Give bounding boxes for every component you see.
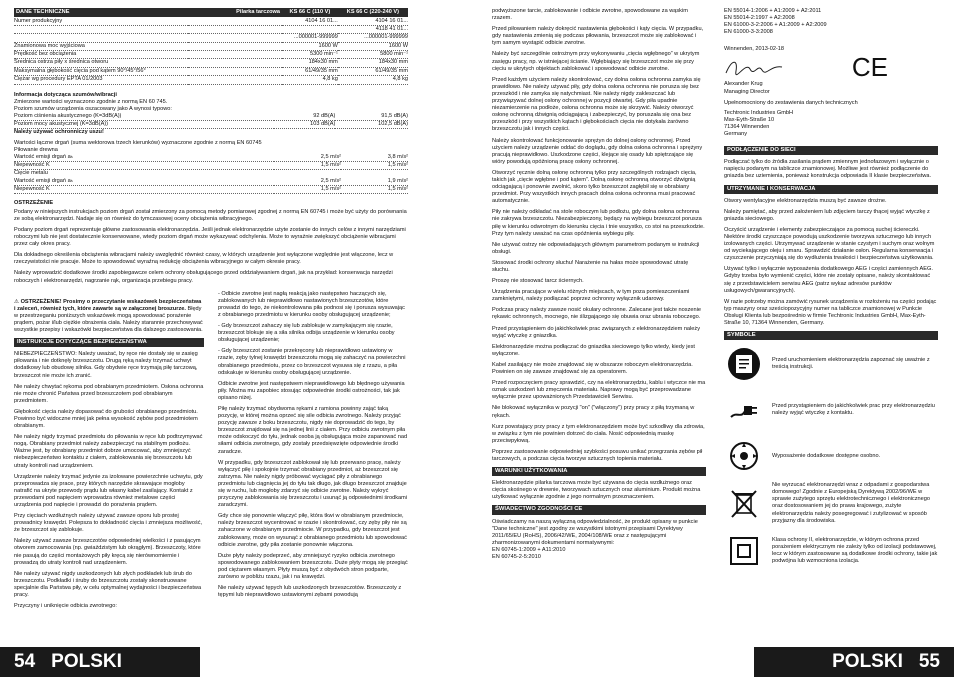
safety-paragraph: Przed każdym użyciem należy skontrolować, czy dolna osłona ochronna zamyka się prawidłowo. Nie należy używać piły, gdy dolna osłona ochronna nie porusza się bez przeszkód i nie zamyka się natychmiast. Nie należy nigdy zakleszczać lub przywiązywać dolnej osłony ochronnej w pozycji otwartej. Gdy piła upadnie niezamierzenie na podłoże, osłona ochronna może się skrzywić. Należy otworzyć osłonę ochronną dźwignią odciągającą i zabezpieczyć, by poruszała się ona bez przeszkód i przy wszystkich kątach i głębokościach cięcia nie dotykała żarówno brzeszczotu jak i innych części. <box>492 76 701 133</box>
vibration-wood-label: Piłowanie drewna <box>14 147 58 154</box>
address-line: Techtronic Industries GmbH <box>724 109 794 116</box>
page-lang-left: POLSKI <box>51 651 122 672</box>
tech-data-model-110: KS 66 C (110 V) <box>282 8 338 17</box>
norm-line: EN 61000-3-2:2006 + A1:2009 + A2:2009 <box>724 22 827 29</box>
symbol-row <box>724 436 938 476</box>
warning-para-4: Należy wprowadzić dodatkowe środki zapobiegawcze celem ochrony obsługującego przed oddziaływaniem drgań, jak na przykład: konserwacja narzędzi roboczych i elektronarzędzi, nagrzanie rąk, organizacja przebiegu pracy. <box>14 270 393 284</box>
conformity-header: ŚWIADECTWO ZGODNOŚCI CE <box>492 505 706 514</box>
safety-paragraph: Urządzenia pracujące w wielu różnych miejscach, w tym poza pomieszczeniami zamkniętymi, należy podłączać poprzez ochronny wyłącznik udarowy. <box>492 289 690 303</box>
symbol-row <box>724 344 938 384</box>
symbol-row <box>724 390 938 430</box>
tech-data-value-230: 5800 min⁻¹ <box>338 50 408 58</box>
maintenance-header: UTRZYMANIE I KONSERWACJA <box>724 185 938 194</box>
tech-data-title: DANE TECHNICZNE <box>14 8 188 17</box>
symbol-text: Przed przystąpieniem do jakichkolwiek prac przy elektronarzędziu należy wyjąć wtyczkę z kontaktu. <box>772 403 935 417</box>
use-text: Elektronarzędzie pilarka tarczowa może być używana do cięcia wzdłużnego oraz cięcia skośnego w drewnie, tworzywach sztucznych oraz aluminium. Produkt można użytkować wyłącznie zgodnie z jego normalnym przeznaczeniem. <box>492 480 701 501</box>
page-number-right: 55 <box>918 651 940 672</box>
power-header: PODŁĄCZENIE DO SIECI <box>724 146 938 155</box>
place-date: Winnenden, 2013-02-18 <box>724 46 785 53</box>
noise-value-110: 92 dB(A) <box>274 113 335 121</box>
tech-data-label: Maksymalna głębokość cięcia pod kątem 90°/45°/56° <box>14 67 282 75</box>
warning-para-3: Dla dokładnego określenia obciążenia wibracjami należy uwzględnić również czasy, w których urządzenie jest wyłączone względnie jest włączone, lecz w rzeczywistości nie pracuje. Może to spowodować wyraźną redukcję obciążenia wibracyjnego w całym okresie pracy. <box>14 252 394 266</box>
tech-data-row <box>14 50 408 58</box>
warning-title: OSTRZEŻENIE <box>14 199 54 206</box>
left-page-footer <box>0 647 200 677</box>
safety-paragraph: Przyczyny i uniknięcie odbicia zwrotnego: <box>14 603 117 610</box>
vibration-wood-value-110: 2,5 m/s² <box>274 154 341 162</box>
left-subcol-1 <box>14 291 204 615</box>
tech-data-row <box>14 76 408 84</box>
noise-value-230: 91,5 dB(A) <box>335 113 408 121</box>
safety-paragraph: podwyższone tarcie, zablokowanie i odbicie zwrotne, spowodowane za wąskim rzazem. <box>492 8 688 22</box>
safety-paragraph: Nie należy używać tępych lub uszkodzonych brzeszczotów. Brzeszczoty z tępymi lub nieprawidłowo ustawionymi zębami powodują <box>218 585 402 599</box>
noise-row <box>14 120 408 128</box>
tech-data-value-110: 4,8 kg <box>282 76 338 84</box>
tech-data-label: Prędkość bez obciążenia <box>14 50 282 58</box>
noise-label: Poziom ciśnienia akustycznego (K=3dB(A)) <box>14 113 274 121</box>
vibration-wood-value-110: 1,5 m/s² <box>274 162 341 170</box>
maintenance-paragraph: Oczyścić urządzenie i elementy zabezpieczające za pomocą suchej ściereczki. Niektóre środki czyszczące powodują uszkodzenie tworzywa sztucznego lub innych izolowanych części. Utrzymywać urządzenie w stanie czystym i suchym oraz wolnym od wyciekającego oleju i smaru. Sprawdzić działanie osłon. Regularna konserwacja i czyszczenie przyczyniają się do wydłużenia trwałości i bezpieczeństwa użytkowania. <box>724 226 935 262</box>
safety-paragraph: - Gdy brzeszczot zahaczy się lub zablokuje w zamykającym się rzazie, brzeszczot blokuje się a siła silnika odbija urządzenie w kierunku osoby obsługującej urządzenie; <box>218 323 395 344</box>
address-line: Germany <box>724 131 748 138</box>
accessory-icon <box>724 436 764 476</box>
symbol-text: Nie wyrzucać elektronarzędzi wraz z odpadami z gospodarstwa domowego! Zgodnie z Europejską Dyrektywą 2002/96/WE w sprawie zużytego sprzętu elektrotechnicznego i elektronicznego oraz dostosowaniem jej do prawa krajowego, zużyte elektronarzędzia należy posegregować i zutylizować w sposób przyjazny dla środowiska. <box>772 482 930 524</box>
address-line: Max-Eyth-Straße 10 <box>724 116 775 123</box>
use-header: WARUNKI UŻYTKOWANIA <box>492 467 706 476</box>
safety-paragraph: - Odbicie zwrotne jest nagłą reakcją jako następstwo haczących się, zablokowanych lub nieprawidłowo nastawionych brzeszczotów, które prowadzi do tego, że niekontrolowana piła podnosi się i porusza wysuwając z obrabianego przedmiotu w kierunku osoby obsługującej urządzenie; <box>218 290 405 318</box>
conformity-norm: EN 60745-2-5:2010 <box>492 554 541 560</box>
safety-paragraph: Głębokość cięcia należy dopasować do grubości obrabianego przedmiotu. Powinno być widoczne mniej jak pełna wysokość zębów pod przedmiotem obrabianym. <box>14 408 198 430</box>
signature-image <box>724 57 784 77</box>
tech-data-label <box>14 25 282 33</box>
safety-header: INSTRUKCJE DOTYCZĄCE BEZPIECZEŃSTWA <box>14 338 204 347</box>
noise-value-110: 103 dB(A) <box>274 120 335 128</box>
safety-paragraph: Urządzenie należy trzymać jedynie za izolowane powierzchnie uchwytu, gdy przeprowadza się prace, przy których narzędzie skrawające mogłoby natrafić na ukryte przewody prądu lub własny kabel zasilający. Kontakt z przewodami pod napięciem wprowadza również metalowe części urządzenia pod napięcie i prowadzi do porażenia prądem. <box>14 473 203 509</box>
vibration-wood-row <box>14 154 408 162</box>
vibration-metal-label: Niepewność K <box>14 185 274 193</box>
page-lang-right: POLSKI <box>832 651 903 672</box>
safety-paragraph: Przed rozpoczęciem pracy sprawdzić, czy na elektronarzędziu, kablu i wtyczce nie ma oznak uszkodzeń lub zmęczenia materiału. Naprawy mogą być przeprowadzane wyłącznie przez upoważnionych Przedstawicieli Serwisu. <box>492 380 706 401</box>
conformity-text: Oświadczamy na naszą wyłączną odpowiedzialność, że produkt opisany w punkcie "Dane techniczne" jest zgodny ze wszystkimi istotnymi przepisami Dyrektywy 2011/65/EU (RoHS), 2006/42/WE, 2004/108/WE oraz z następującymi zharmonizowanymi dokumentami normatywnymi: <box>492 518 698 546</box>
tech-data-value-110: 184x30 mm <box>282 59 338 67</box>
warning-triangle-icon: ⚠ <box>14 298 20 305</box>
safety-paragraph: Odbicie zwrotne jest następstwem nieprawidłowego lub błędnego używania piły. Można mu zapobiec stosując odpowiednie środki ostrożności, tak jak opisano niżej. <box>218 380 405 401</box>
warning-para-1: Podany w niniejszych instrukcjach poziom drgań został zmierzony za pomocą metody pomiarowej zgodnej z normą EN 60745 i może być użyty do porównania ze sobą elektronarzędzi. Nadaje się on również do tymczasowej oceny obciążenia wibracyjnego. <box>14 208 407 222</box>
safety-paragraph: Kabel zasilający nie może znajdować się w obszarze roboczym elektronarzędzia. Powinien on się zawsze znajdować się za operatorem. <box>492 361 693 376</box>
safety-paragraph: Elektronarzędzie można podłączać do gniazdka sieciowego tylko wtedy, kiedy jest wyłączone. <box>492 343 695 357</box>
norm-line: EN 61000-3-3:2008 <box>724 29 773 36</box>
safety-paragraph: Przed piłowaniem należy dokręcić nastawienia głębokości i kąty cięcia. W przypadku, gdy nastawienia zmienią się podczas piłowania, brzeszczot może się zablokować i tym samym wystąpić odbicie zwrotne. <box>492 26 704 47</box>
symbol-row <box>724 531 938 571</box>
noise-table <box>14 113 408 129</box>
symbol-text: Wyposażenie dodatkowe dostępne osobno. <box>772 452 881 459</box>
safety-paragraph: Należy być szczególnie ostrożnym przy wykonywaniu „cięcia wgłębnego” w ukrytym zasięgu pracy, np. w istniejącej ścianie. Wgłębiający się brzeszczot może się przy cięciu w ukrytych objektach zablokować i spowodować odbicie zwrotne. <box>492 51 700 72</box>
safety-warning-bold: OSTRZEŻENIE! Prosimy o przeczytanie wskazówek bezpieczeństwa i zaleceń, również tych, które zawarte są w załączonej broszurze. <box>14 298 202 312</box>
tech-data-product: Pilarka tarczowa <box>188 8 282 17</box>
safety-paragraph: Piły nie należy odkładać na stole roboczym lub podłożu, gdy dolna osłona ochronna nie zakrywa brzeszczotu. Niezabezpieczony, będący na wybiegu brzeszczot porusza piłę w kierunku odwrotnym do kierunku cięcia i tnie wszystko, co stoi na przeszkodzie. Przy tym należy uważać na czas opóźnienia wybiegu piły. <box>492 209 705 237</box>
safety-paragraph: Podczas pracy należy zawsze nosić okulary ochronne. Zalecane jest także noszenie rękawic ochronnych, mocnego, nie ślizgającego się obuwia oraz ubrania roboczego. <box>492 307 701 321</box>
tech-data-row <box>14 34 408 42</box>
tech-data-row <box>14 17 408 25</box>
safety-paragraph: Przy cięciach wzdłużnych należy używać zawsze oporu lub prostej prowadnicy krawędzi. Polepsza to dokładność cięcia i zmniejsza możliwość, że brzeszczot się zablokuje. <box>14 513 203 534</box>
right-page-col-1 <box>492 8 706 561</box>
safety-paragraph: Gdy chce się ponownie włączyć piłę, która tkwi w obrabianym przedmiocie, należy brzeszczot wycentrować w rzazie i skontrolować, czy zęby piły nie są zahaczone w obrabianym przedmiocie. W przypadku, gdy brzeszczot jest zablokowany, może on wysunąć z obrabianego przedmiotu lub spowodować odbicie zwrotne, gdy piła zostanie ponownie włączona. <box>218 513 407 548</box>
left-page <box>14 8 408 614</box>
tech-data-value-110: 5300 min⁻¹ <box>282 50 338 58</box>
safety-paragraph: Nie używać ostrzy nie odpowiadających głównym parametrom podanym w instrukcji obsługi. <box>492 241 700 255</box>
safety-paragraph: Należy używać zawsze brzeszczotów odpowiedniej wielkości i z pasującym otworem zamocowania (np. gwiaździstym lub okrągłym). Brzeszczoty, które nie pasują do części montażowych piły kręcą się nierównomiernie i prowadzą do utraty kontroli nad urządzeniem. <box>14 538 201 566</box>
signer-name: Alexander Krug <box>724 81 763 88</box>
vibration-metal-table <box>14 178 408 194</box>
tech-data-row <box>14 67 408 75</box>
safety-paragraph: Poprzez zastosowanie odpowiedniej szybkości posuwu unikać przegrzania zębów pił tarczowych, a podczas cięcia tworzyw sztucznych topienia materiału. <box>492 448 703 462</box>
symbols-header: SYMBOLE <box>724 331 938 340</box>
symbol-text: Przed uruchomieniem elektronarzędzia zapoznać się uważnie z treścią instrukcji. <box>772 357 930 371</box>
tech-data-value-230: ...000001-999999 <box>338 34 408 42</box>
conformity-norm: EN 60745-1:2009 + A11:2010 <box>492 546 566 553</box>
ce-mark-icon: CE <box>851 51 888 82</box>
safety-paragraph: Należy skontrolować funkcjonowanie sprężyn do dolnej osłony ochronnej. Przed użyciem należy urządzenie oddać do doglądu, gdy dolna osłona ochronna i sprężyny pracują nieprawidłowo. Uszkodzone części, klejące się osady lub spiętrzające się wióry powodują opóźnioną pracę osłony ochronnej. <box>492 137 703 165</box>
noise-title: Informacja dotycząca szumów/wibracji <box>14 91 117 98</box>
maintenance-paragraph: Należy pamiętać, aby przed założeniem lub zdjęciem tarczy thącej wyjąć wtyczkę z gniazda sieciowego. <box>724 208 930 222</box>
symbol-text: Klasa ochrony II, elektronarzędzie, w którym ochrona przed porażeniem elektrycznym nie zależy tylko od izolacji podstawowej, lecz w którym zastosowane są dodatkowe środki ochrony, takie jak podwójna lub wzmocniona izolacja. <box>772 536 938 564</box>
maintenance-paragraph: W razie potrzeby można zamówić rysunek urządzenia w rozłożeniu na części podając typ maszyny oraz sześciopozycyjny numer na tabliczce znamionowej w Punkcie Obsługi Klienta lub bezpośrednio w firmie Techtronic Industries GmbH, Max-Eyth-Straße 10, 71364 Winnenden, Germany. <box>724 298 937 326</box>
safety-warning-text: Błędy w przestrzeganiu poniższych wskazówek mogą spowodować porażenie prądem, pożar i/lub ciężkie obrażenia ciała. Należy starannie przechowywać wszystkie przepisy i wskazówki bezpieczeństwa dla dalszego zastosowania. <box>14 305 203 334</box>
vibration-metal-value-230: 1,9 m/s² <box>341 178 408 186</box>
tech-data-value-110 <box>282 25 338 33</box>
tech-data-value-110: ...000001-999999 <box>282 34 338 42</box>
tech-data-label <box>14 34 282 42</box>
safety-paragraph: Stosować środki ochrony słuchu! Narażenie na hałas może spowodować utratę słuchu. <box>492 259 689 273</box>
page-number-left: 54 <box>14 651 36 672</box>
safety-paragraph: Otworzyć ręcznie dolną osłonę ochronną tylko przy szczególnych rodzajach cięcia, takich jak „cięcie wgłębne i pod kątem”. Dolną osłonę ochronną otworzyć dźwignią odciągającą i ponownie zwolnić, skoro tylko brzeszczot zagłębił się w obrabiany przedmiot. Przy wszystkich innych pracach dolna osłona ochronna musi pracować automatycznie. <box>492 169 697 205</box>
power-text: Podłączać tylko do źródła zasilania prądem zmiennym jednofazowym i wyłącznie o napięciu podanym na tabliczce znamionowej. Możliwe jest również podłączenie do gniazda bez uziemienia, ponieważ konstrukcja odpowiada II klasie bezpieczeństwa. <box>724 159 932 180</box>
class-ii-icon <box>724 531 764 571</box>
vibration-wood-value-230: 1,5 m/s² <box>341 162 408 170</box>
vibration-metal-row <box>14 185 408 193</box>
vibration-metal-value-110: 2,5 m/s² <box>274 178 341 186</box>
vibration-wood-label: Niepewność K <box>14 162 274 170</box>
noise-label: Poziom mocy akustycznej (K=3dB(A)) <box>14 120 274 128</box>
signer-title: Managing Director <box>724 88 770 95</box>
tech-data-row <box>14 59 408 67</box>
tech-data-header <box>14 8 408 17</box>
tech-data-value-230: 61/49/35 mm <box>338 67 408 75</box>
noise-value-230: 102,5 dB(A) <box>335 120 408 128</box>
norm-line: EN 55014-1:2006 + A1:2009 + A2:2011 <box>724 8 822 14</box>
tech-data-model-230: KS 66 C (220-240 V) <box>338 8 408 17</box>
safety-paragraph: Piłę należy trzymać obydwoma rękami z ramiona powinny zająć taką pozycję, w której można oprzeć się sile odbicia zwrotnego. Należy przyjąć pozycję zawsze z boku brzeszczotu, nigdy nie doprowadzić do tego, by brzeszczot znajdował się na jednej linii z ciałem. Przy odbiciu zwrotnym piła może odskoczyć do tyłu, jednak osoba ją obsługująca może zapanować nad siłami odbicia zwrotnego, gdy zostały przedsięwzięte odpowiednie środki zaradcze. <box>218 405 408 455</box>
safety-paragraph: Nie należy chwytać rękoma pod obrabianym przedmiotem. Osłona ochronna nie może chronić Państwa przed brzeszczotem pod obrabianym przedmiotem. <box>14 383 204 404</box>
safety-paragraph: NIEBEZPIECZEŃSTWO: Należy uważać, by ręce nie dostały się w zasięg piłowania i nie dotknęły brzeszczotu. Drugą ręką należy trzymać uchwyt dodatkowy lub obudowę silnika. Gdy obydwie ręce trzymają piłę tarczową, brzeszczot nie może ich zranić. <box>14 351 198 379</box>
noise-row <box>14 113 408 121</box>
tech-data-value-230: 184x30 mm <box>338 59 408 67</box>
tech-data-label: Znamionowa moc wyjściowa <box>14 42 282 50</box>
right-page-col-2 <box>724 8 938 577</box>
vibration-wood-table <box>14 154 408 170</box>
norm-line: EN 55014-2:1997 + A2:2008 <box>724 15 795 22</box>
tech-data-row <box>14 42 408 50</box>
tech-data-value-110: 61/49/35 mm <box>282 67 338 75</box>
safety-paragraph: Przed przystąpieniem do jakichkolwiek prac związanych z elektronarzędziem należy wyjąć wtyczkę z gniazdka. <box>492 325 700 339</box>
vibration-wood-row <box>14 162 408 170</box>
safety-paragraph: Duże płyty należy podeprzeć, aby zmniejszyć ryzyko odbicia zwrotnego spowodowanego zablokowaniem brzeszczotu. Duże płyty mogą się przegiąć pod ciężarem własnym. Płyty muszą być z obydwóch stron podparte, zarówno w pobliżu rzazu, jak i na krawędzi. <box>218 552 408 581</box>
tech-data-value-230: 4104 16 01... <box>338 17 408 25</box>
safety-paragraph: W przypadku, gdy brzeszczot zablokował się lub przerwano pracę, należy wyłączyć piłę i spokojnie trzymać obrabiany przedmiot, aż brzeszczot się zatrzyma. Nie należy nigdy próbować wyciągać piły z obrabianego przedmiotu lub ciągnięcia jej do tyłu tak długo, jak długo brzeszczot znajduje się w ruchu, lub mogłoby zdarzyć się odbicie zwrotne. Należy wykryć przyczynę zablokowania się brzeszczotu i usunąć ją odpowiednimi środkami zaradczymi. <box>218 459 408 509</box>
maintenance-paragraph: Otwory wentylacyjne elektronarzędzia muszą być zawsze drożne. <box>724 197 887 204</box>
unplug-icon <box>724 390 764 430</box>
authorized-text: Upełnomocniony do zestawienia danych technicznych <box>724 99 858 106</box>
tech-data-table <box>14 8 408 85</box>
symbol-row <box>724 482 938 525</box>
vibration-metal-value-230: 1,5 m/s² <box>341 185 408 193</box>
vibration-metal-row <box>14 178 408 186</box>
tech-data-row <box>14 25 408 33</box>
safety-paragraph: Kurz powstający przy pracy z tym elektronarzędziem może być szkodliwy dla zdrowia, w związku z tym nie powinien dotrzeć do ciała. Nosić odpowiednią maskę przeciwpyłową. <box>492 423 705 444</box>
vibration-wood-label: Wartość emisji drgań aₕ <box>14 154 274 162</box>
tech-data-label: Średnica ostrza piły x średnica otworu <box>14 59 282 67</box>
safety-paragraph: Nie blokować wyłącznika w pozycji "on" ("włączony") przy pracy z piłą trzymaną w rękach. <box>492 405 695 419</box>
maintenance-paragraph: Używać tylko i wyłącznie wyposażenia dodatkowego AEG i części zamiennych AEG. Gdyby trzeba było wymienić części, które nie zostały opisane, należy skontaktować się z przedstawicielem serwisu AEG (patrz wykaz adresów punktów usługowych/gwarancyjnych). <box>724 266 933 294</box>
tech-data-label: Numer produkcyjny <box>14 17 282 25</box>
safety-paragraph: - Gdy brzeszczot zostanie przekręcony lub nieprawidłowo ustawiony w rzazie, zęby tylnej krawędzi brzeszczotu mogą się zahaczyć na powierzchni obrabianego przedmiotu, przez co brzeszczot wysuwa się z rzazu, a piła odskakuje w kierunku osoby obsługującej urządzenie. <box>218 348 406 376</box>
warning-para-2: Podany poziom drgań reprezentuje główne zastosowania elektronarzędzia. Jeśli jednak elektronarzędzie użyte zostanie do innych celów z innymi narzędziami roboczymi lub nie jest dostatecznie konserwowane, wtedy poziom drgań może wykazywać odchylenia. Może to wyraźnie zwiększyć obciążenie wibracjami przez cały okres pracy. <box>14 227 406 248</box>
vibration-metal-value-110: 1,5 m/s² <box>274 185 341 193</box>
noise-warning: Należy używać ochronniczy uszu! <box>14 128 104 135</box>
safety-paragraph: Nie należy używać nigdy uszkodzonych lub złych podkładek lub śrub do brzeszczotu. Podkładki i śruby do brzeszczotu zostały skonstruowane specjalnie dla Państwa piły, w celu optymalnej wydajności i bezpieczeństwa pracy. <box>14 570 202 599</box>
vibration-intro: Wartości łączne drgań (suma wektorowa trzech kierunków) wyznaczone zgodnie z normą EN 60745 <box>14 140 262 147</box>
safety-paragraph: Proszę nie stosować tarcz ściernych. <box>492 278 584 285</box>
noise-intro: Zmierzone wartości wyznaczono zgodnie z normą EN 60 745. Poziom szumów urządzenia oszacowany jako A wynosi typowo: <box>14 98 172 112</box>
vibration-metal-label: Wartość emisji drgań aₕ <box>14 178 274 186</box>
weee-bin-icon <box>724 483 764 523</box>
tech-data-value-230: 1600 W <box>338 42 408 50</box>
read-manual-icon <box>724 344 764 384</box>
tech-data-label: Ciężar wg procedury EPTA 01/2003 <box>14 76 282 84</box>
left-subcol-2 <box>218 291 408 615</box>
address-line: 71364 Winnenden <box>724 123 770 130</box>
safety-paragraph: Nie należy nigdy trzymać przedmiotu do piłowania w ręce lub podtrzymywać nogą. Obrabiany przedmiot należy zabezpieczyć na stabilnym podłożu. Ważne jest, by obrabiany przedmiot dobrze umocować, aby zmniejszyć niebezpieczeństwo kontaktu z ciałem, zablokowania się brzeszczotu lub utraty kontroli nad urządzeniem. <box>14 434 203 469</box>
tech-data-value-110: 4104 16 01... <box>282 17 338 25</box>
vibration-metal-label: Cięcie metalu <box>14 170 48 177</box>
tech-data-value-110: 1600 W <box>282 42 338 50</box>
tech-data-value-230: 4118 41 01... <box>338 25 408 33</box>
tech-data-value-230: 4,8 kg <box>338 76 408 84</box>
safety-warning-box <box>14 299 204 334</box>
right-page-footer <box>754 647 954 677</box>
vibration-wood-value-230: 3,8 m/s² <box>341 154 408 162</box>
